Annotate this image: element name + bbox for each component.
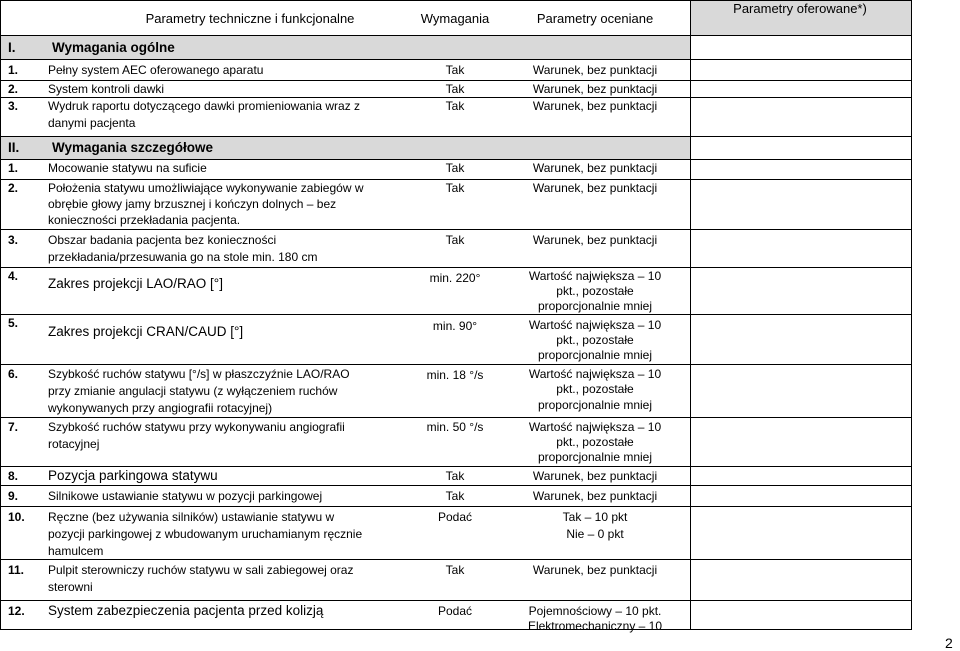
page-number: 2 (945, 635, 953, 651)
detail-row-9-req: Tak (445, 489, 465, 503)
detail-row-11-text-1: Pulpit sterowniczy ruchów statywu w sali zabiegowej oraz (48, 563, 354, 577)
detail-row-5-scored-3: proporcjonalnie mniej (537, 348, 653, 362)
detail-row-10-text-3: hamulcem (48, 544, 104, 558)
general-row-3-text-1: Wydruk raportu dotyczącego dawki promieniowania wraz z (48, 99, 361, 113)
general-row-3-text-2: danymi pacjenta (48, 116, 136, 130)
detail-row-1-scored: Warunek, bez punktacji (532, 161, 658, 175)
detail-row-10-num: 10. (8, 510, 25, 524)
section-detailed-title: Wymagania szczegółowe (52, 140, 214, 155)
detail-row-5-scored-2: pkt., pozostałe (556, 333, 634, 347)
general-row-3-num: 3. (8, 99, 19, 113)
detail-row-11-text-2: sterowni (48, 580, 93, 594)
detail-row-3-text-2: przekładania/przesuwania go na stole min. 180 cm (48, 250, 318, 264)
detail-row-9-scored: Warunek, bez punktacji (532, 489, 658, 503)
detail-row-12-req: Podać (437, 604, 473, 618)
detail-row-2-scored: Warunek, bez punktacji (532, 181, 658, 195)
detail-row-8-num: 8. (8, 469, 19, 483)
detail-row-7-req: min. 50 °/s (426, 420, 484, 434)
general-row-2-num: 2. (8, 82, 19, 96)
detail-row-3-req: Tak (445, 233, 465, 247)
general-row-2-req: Tak (445, 82, 465, 96)
detail-row-10-text-1: Ręczne (bez używania silników) ustawianie statywu w (48, 510, 335, 524)
detail-row-9-num: 9. (8, 489, 19, 503)
detail-row-6-text-2: przy zmianie angulacji statywu (z wyłączeniem ruchów (48, 384, 338, 398)
header-offered: Parametry oferowane*) (733, 1, 867, 16)
section-general-roman: I. (8, 40, 16, 55)
header-requirements: Wymagania (420, 11, 490, 26)
detail-row-1-text: Mocowanie statywu na suficie (48, 161, 207, 175)
detail-row-4-scored-3: proporcjonalnie mniej (537, 299, 653, 313)
general-row-1-scored: Warunek, bez punktacji (532, 63, 658, 77)
header-scored: Parametry oceniane (536, 11, 654, 26)
detail-row-7-scored-2: pkt., pozostałe (556, 435, 634, 449)
detail-row-11-scored: Warunek, bez punktacji (532, 563, 658, 577)
general-row-1-text: Pełny system AEC oferowanego aparatu (48, 63, 264, 77)
detail-row-10-scored-2: Nie – 0 pkt (566, 527, 624, 541)
header-parameters: Parametry techniczne i funkcjonalne (145, 11, 355, 26)
detail-row-7-text-2: rotacyjnej (48, 437, 100, 451)
detail-row-12-scored-1: Pojemnościowy – 10 pkt. (528, 604, 662, 618)
detail-row-9-text: Silnikowe ustawianie statywu w pozycji parkingowej (48, 489, 323, 503)
detail-row-3-scored: Warunek, bez punktacji (532, 233, 658, 247)
detail-row-6-scored-1: Wartość największa – 10 (528, 367, 662, 381)
detail-row-6-scored-3: proporcjonalnie mniej (537, 398, 653, 412)
detail-row-7-scored-3: proporcjonalnie mniej (537, 450, 653, 464)
detail-row-6-text-3: wykonywanych przy angiografii rotacyjnej) (48, 401, 273, 415)
detail-row-3-num: 3. (8, 233, 19, 247)
detail-row-6-req: min. 18 °/s (426, 368, 484, 382)
detail-row-7-scored-1: Wartość największa – 10 (528, 420, 662, 434)
detail-row-12-text: System zabezpieczenia pacjenta przed kolizją (48, 603, 324, 618)
general-row-3-scored: Warunek, bez punktacji (532, 99, 658, 113)
general-row-1-num: 1. (8, 63, 19, 77)
detail-row-1-req: Tak (445, 161, 465, 175)
detail-row-4-text: Zakres projekcji LAO/RAO [°] (48, 276, 223, 291)
detail-row-4-num: 4. (8, 269, 19, 283)
detail-row-2-num: 2. (8, 181, 19, 195)
detail-row-12-num: 12. (8, 604, 25, 618)
detail-row-3-text-1: Obszar badania pacjenta bez konieczności (48, 233, 277, 247)
general-row-2-text: System kontroli dawki (48, 82, 165, 96)
detail-row-7-text-1: Szybkość ruchów statywu przy wykonywaniu angiografii (48, 420, 345, 434)
detail-row-8-req: Tak (445, 469, 465, 483)
section-general-title: Wymagania ogólne (52, 40, 175, 55)
detail-row-8-scored: Warunek, bez punktacji (532, 469, 658, 483)
detail-row-2-text-2: obrębie głowy jamy brzusznej i kończyn dolnych – bez (48, 197, 337, 211)
detail-row-11-req: Tak (445, 563, 465, 577)
detail-row-4-scored-2: pkt., pozostałe (556, 284, 634, 298)
general-row-3-req: Tak (445, 99, 465, 113)
general-row-2-scored: Warunek, bez punktacji (532, 82, 658, 96)
detail-row-6-num: 6. (8, 367, 19, 381)
section-detailed-roman: II. (8, 140, 20, 155)
detail-row-10-text-2: pozycji parkingowej z wbudowanym uruchamianym ręcznie (48, 527, 363, 541)
detail-row-12-scored-2: Elektromechaniczny – 10 (527, 619, 663, 633)
detail-row-2-text-3: konieczności przekładania pacjenta. (48, 213, 241, 227)
detail-row-6-scored-2: pkt., pozostałe (556, 382, 634, 396)
detail-row-2-text-1: Położenia statywu umożliwiające wykonywanie zabiegów w (48, 181, 364, 195)
detail-row-11-num: 11. (8, 563, 25, 577)
detail-row-10-scored-1: Tak – 10 pkt (562, 510, 628, 524)
detail-row-7-num: 7. (8, 420, 19, 434)
detail-row-4-scored-1: Wartość największa – 10 (528, 269, 662, 283)
detail-row-5-num: 5. (8, 316, 19, 330)
detail-row-5-scored-1: Wartość największa – 10 (528, 318, 662, 332)
detail-row-8-text: Pozycja parkingowa statywu (48, 468, 218, 483)
detail-row-4-req: min. 220° (429, 271, 481, 285)
detail-row-5-text: Zakres projekcji CRAN/CAUD [°] (48, 324, 244, 339)
detail-row-2-req: Tak (445, 181, 465, 195)
detail-row-6-text-1: Szybkość ruchów statywu [°/s] w płaszczyźnie LAO/RAO (48, 367, 350, 381)
detail-row-5-req: min. 90° (432, 319, 478, 333)
detail-row-1-num: 1. (8, 161, 19, 175)
general-row-1-req: Tak (445, 63, 465, 77)
detail-row-10-req: Podać (437, 510, 473, 524)
